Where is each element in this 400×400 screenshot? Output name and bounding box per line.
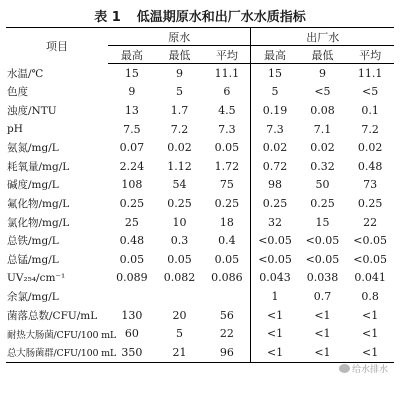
table-cell: 0.8 <box>361 289 379 303</box>
table-cell: <1 <box>266 308 284 322</box>
table-cell: 5 <box>175 327 183 341</box>
table-cell: <0.05 <box>258 252 292 266</box>
table-row <box>6 213 394 232</box>
table-cell: <0.05 <box>305 252 340 266</box>
table-caption: 低温期原水和出厂水水质指标 <box>136 10 306 25</box>
table-cell: 5 <box>271 85 279 99</box>
table-cell: 0.25 <box>262 196 288 210</box>
table-cell: 0.25 <box>167 196 192 210</box>
table-row <box>6 83 394 102</box>
table-cell: 15 <box>124 66 139 80</box>
subheader-max: 最高 <box>251 46 299 64</box>
table-cell: <5 <box>362 85 379 99</box>
watermark <box>339 362 388 375</box>
row-label: 浊度/NTU <box>7 104 57 117</box>
table-cell: 0.05 <box>203 250 251 269</box>
row-label: 色度 <box>7 86 28 99</box>
table-cell: <0.05 <box>305 234 340 248</box>
table-row <box>6 138 394 157</box>
table-row <box>6 64 394 83</box>
table-cell: 1.72 <box>203 157 251 176</box>
table-cell: 350 <box>108 343 156 362</box>
item-header: 项目 <box>6 28 108 64</box>
table-cell: 0.7 <box>313 289 332 303</box>
row-label: pH <box>7 123 23 136</box>
table-cell: 0.02 <box>167 141 192 155</box>
table-cell: 0.25 <box>203 194 251 213</box>
row-label: 总大肠菌群/CFU/100 mL <box>6 343 108 362</box>
table-cell: <1 <box>266 327 284 341</box>
table-cell: 96 <box>203 343 251 362</box>
table-title <box>0 6 400 25</box>
row-label: 总铁/mg/L <box>7 235 59 248</box>
table-cell: 15 <box>268 66 283 80</box>
wechat-icon <box>339 364 350 373</box>
table-cell: <1 <box>362 327 379 341</box>
group-header-row <box>6 28 394 46</box>
table-cell: 7.3 <box>203 120 251 139</box>
table-cell: 0.08 <box>310 103 335 117</box>
table-cell: 54 <box>172 178 187 192</box>
table-cell: 56 <box>203 306 251 325</box>
table-row <box>6 176 394 195</box>
table-cell: 20 <box>172 308 187 322</box>
table-cell: 7.2 <box>170 122 189 136</box>
table-cell: 50 <box>315 178 330 192</box>
table-number: 表 1 <box>94 10 121 25</box>
row-label: 氟化物/mg/L <box>7 197 70 210</box>
table-cell: 4.5 <box>203 101 251 120</box>
table-cell: 108 <box>121 178 143 192</box>
table-cell: 9 <box>128 85 136 99</box>
table-row <box>6 306 394 325</box>
table-row <box>6 250 394 269</box>
table-row <box>6 269 394 288</box>
water-quality-table <box>6 27 394 363</box>
table-cell: 18 <box>203 213 251 232</box>
table-cell: 0.19 <box>262 103 288 117</box>
table-cell: 22 <box>203 324 251 343</box>
table-cell: 73 <box>363 178 378 192</box>
table-cell: 60 <box>124 327 139 341</box>
table-cell: 0.25 <box>357 196 383 210</box>
table-cell: 0.72 <box>262 159 288 173</box>
table-row <box>6 194 394 213</box>
row-label: 氨氮/mg/L <box>7 142 59 155</box>
table-cell: 6 <box>203 83 251 102</box>
subheader-max: 最高 <box>108 46 156 64</box>
subheader-min: 最低 <box>299 46 347 64</box>
table-cell: <1 <box>251 343 299 362</box>
table-cell: 1 <box>271 289 279 303</box>
table-cell: 0.041 <box>354 271 386 285</box>
table-cell: 0.02 <box>262 141 288 155</box>
table-row <box>6 343 394 362</box>
table-cell: 0.1 <box>361 103 379 117</box>
table-cell: 75 <box>203 176 251 195</box>
table-cell: 2.24 <box>119 159 145 173</box>
table-cell: 0.05 <box>119 252 145 266</box>
table-cell: <1 <box>314 308 331 322</box>
table-cell: 0.086 <box>203 269 251 288</box>
table-row <box>6 231 394 250</box>
table-cell: 9 <box>175 66 183 80</box>
table-cell: 0.07 <box>119 141 145 155</box>
row-label: 耗氧量/mg/L <box>7 160 70 173</box>
table-cell: <0.05 <box>353 252 387 266</box>
row-label: 耐热大肠菌/CFU/100 mL <box>7 329 117 341</box>
table-cell: 0.05 <box>167 252 192 266</box>
table-cell: 0.25 <box>119 196 145 210</box>
subheader-avg: 平均 <box>346 46 394 64</box>
table-cell: <0.05 <box>353 234 387 248</box>
subheader-avg: 平均 <box>203 46 251 64</box>
row-label: 余氯/mg/L <box>7 290 59 303</box>
row-label: UV₂₅₄/cm⁻¹ <box>7 271 66 284</box>
table-cell: <1 <box>314 327 331 341</box>
table-row <box>6 120 394 139</box>
table-cell: <1 <box>299 343 347 362</box>
table-cell: <0.05 <box>258 234 292 248</box>
table-cell: 7.2 <box>361 122 379 136</box>
table-row <box>6 287 394 306</box>
table-cell: 7.3 <box>266 122 284 136</box>
table-cell: 0.48 <box>119 234 145 248</box>
table-cell: 13 <box>124 103 139 117</box>
table-cell: 1.12 <box>167 159 192 173</box>
table-cell: 0.02 <box>310 141 335 155</box>
table-cell: 7.5 <box>123 122 141 136</box>
table-cell: 15 <box>315 215 330 229</box>
table-cell: 11.1 <box>357 66 383 80</box>
table-cell: 0.25 <box>310 196 335 210</box>
table-cell: 98 <box>268 178 283 192</box>
table-cell: 9 <box>318 66 326 80</box>
row-label: 碱度/mg/L <box>7 179 59 192</box>
table-cell: 1.7 <box>170 103 189 117</box>
table-cell: 0.05 <box>203 138 251 157</box>
table-cell: <1 <box>346 343 394 362</box>
table-cell <box>108 287 156 306</box>
group-header-raw-water: 原水 <box>108 28 251 46</box>
table-cell: 11.1 <box>203 64 251 83</box>
table-cell: 0.32 <box>310 159 335 173</box>
table-cell: 0.4 <box>203 231 251 250</box>
table-row <box>6 157 394 176</box>
row-label: 氯化物/mg/L <box>7 216 70 229</box>
table-cell <box>203 287 251 306</box>
table-cell: 32 <box>268 215 283 229</box>
table-cell <box>156 287 204 306</box>
table-cell: 0.043 <box>259 271 291 285</box>
table-row <box>6 324 394 343</box>
table-cell: 5 <box>175 85 183 99</box>
row-label: 水温/℃ <box>7 67 44 80</box>
row-label: 总锰/mg/L <box>7 253 59 266</box>
group-header-finished-water: 出厂水 <box>251 28 394 46</box>
table-cell: 0.089 <box>116 271 148 285</box>
table-cell: <1 <box>362 308 379 322</box>
table-cell: 0.082 <box>163 271 196 285</box>
table-cell: 25 <box>124 215 139 229</box>
table-cell: 21 <box>156 343 204 362</box>
subheader-min: 最低 <box>156 46 204 64</box>
watermark-text: 给水排水 <box>351 365 388 375</box>
table-row <box>6 101 394 120</box>
table-cell: 7.1 <box>313 122 332 136</box>
table-cell: 0.3 <box>170 234 189 248</box>
table-cell: 0.038 <box>306 271 339 285</box>
table-cell: 0.02 <box>357 141 383 155</box>
table-cell: <5 <box>314 85 331 99</box>
table-cell: 10 <box>172 215 187 229</box>
table-cell: 130 <box>121 308 143 322</box>
table-cell: 22 <box>363 215 378 229</box>
table-cell: 0.48 <box>357 159 383 173</box>
row-label: 菌落总数/CFU/mL <box>7 309 98 322</box>
